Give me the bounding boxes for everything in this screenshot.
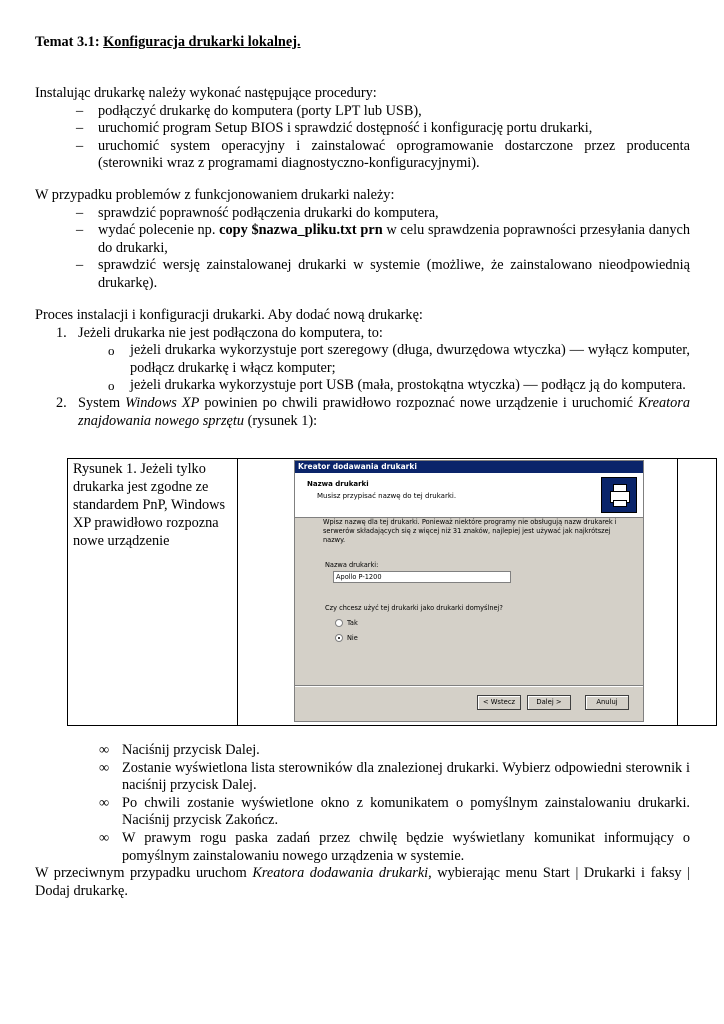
step-emph: Kreatora znajdowania nowego sprzętu <box>78 394 690 429</box>
dialog-header <box>295 473 643 518</box>
dialog-header-subtitle: Musisz przypisać nazwę do tej drukarki. <box>317 492 457 500</box>
cancel-button[interactable]: Anuluj <box>585 695 629 710</box>
after-section <box>35 742 690 900</box>
title-prefix: Temat 3.1: <box>35 34 104 50</box>
install-intro: Instalując drukarkę należy wykonać następujące procedury: <box>35 85 377 101</box>
final-paragraph <box>35 865 690 900</box>
back-button[interactable]: < Wstecz <box>477 695 521 710</box>
list-item: ∞ Naciśnij przycisk Dalej. <box>35 742 690 760</box>
install-section <box>35 85 690 173</box>
printer-wizard-dialog <box>294 460 644 722</box>
radio-no-label: Nie <box>347 634 358 642</box>
problems-intro: W przypadku problemów z funkcjonowaniem drukarki należy: <box>35 187 395 203</box>
step-item <box>35 395 690 430</box>
document-title <box>35 34 301 52</box>
list-item: – sprawdzić poprawność podłączenia drukarki do komputera, <box>35 205 690 223</box>
step-item <box>35 325 690 395</box>
command-text: copy $nazwa_pliku.txt prn <box>219 222 383 239</box>
figure-empty-cell <box>678 459 717 726</box>
problems-section <box>35 187 690 293</box>
radio-yes[interactable] <box>335 619 343 627</box>
final-text: , wybierając menu Start | Drukarki i faksy | Dodaj drukarkę. <box>35 865 690 899</box>
default-printer-question: Czy chcesz użyć tej drukarki jako drukarki domyślnej? <box>325 604 503 612</box>
step-number: 1. <box>56 324 67 341</box>
sub-item: o jeżeli drukarka wykorzystuje port USB (mała, prostokątna wtyczka) — podłącz ją do komputera. <box>78 377 690 395</box>
list-item: – uruchomić program Setup BIOS i sprawdzić dostępność i konfigurację portu drukarki, <box>35 120 690 138</box>
step-text: System <box>78 394 126 411</box>
step-text: (rysunek 1): <box>244 412 318 429</box>
dialog-header-title: Nazwa drukarki <box>307 480 369 488</box>
dialog-separator <box>295 685 643 687</box>
figure-caption: Rysunek 1. Jeżeli tylko drukarka jest zgodne ze standardem PnP, Windows XP prawidłowo rozpozna nowe urządzenie <box>68 459 238 726</box>
step-text: Jeżeli drukarka nie jest podłączona do komputera, to: <box>78 324 383 341</box>
list-item <box>35 222 690 257</box>
dialog-description: Wpisz nazwę dla tej drukarki. Ponieważ niektóre programy nie obsługują nazw drukarek i serwerów składających się z więcej niż 31 znaków, najlepiej jest używać jak najkrótszej nazwy. <box>323 518 617 544</box>
command-pre: wydać polecenie np. <box>98 222 220 239</box>
printer-icon <box>601 477 637 513</box>
radio-no[interactable] <box>335 634 343 642</box>
final-text: W przeciwnym przypadku uruchom <box>35 865 253 882</box>
list-item: – uruchomić system operacyjny i zainstalować oprogramowanie dostarczone przez producenta (sterowniki wraz z programami diagnostyczno-konfiguracyjnymi). <box>35 138 690 173</box>
step-emph: Windows XP <box>125 394 200 411</box>
list-item: ∞ Zostanie wyświetlona lista sterowników dla znalezionej drukarki. Wybierz odpowiedni sterownik i naciśnij przycisk Dalej. <box>35 760 690 795</box>
list-item: ∞ W prawym rogu paska zadań przez chwilę będzie wyświetlany komunikat informujący o pomyślnym zainstalowaniu nowego urządzenia w systemie. <box>35 830 690 865</box>
install-list <box>35 103 690 173</box>
list-item: ∞ Po chwili zostanie wyświetlone okno z komunikatem o pomyślnym zainstalowaniu drukarki. Naciśnij przycisk Zakończ. <box>35 795 690 830</box>
list-item: – sprawdzić wersję zainstalowanej drukarki w systemie (możliwe, że zainstalowano nieodpowiednią drukarkę). <box>35 257 690 292</box>
after-list <box>35 742 690 865</box>
final-emph: Kreatora dodawania drukarki <box>252 865 429 882</box>
problems-list <box>35 205 690 293</box>
figure-table <box>67 458 717 726</box>
sub-list <box>78 342 690 395</box>
title-main: Konfiguracja drukarki lokalnej. <box>103 34 301 50</box>
process-section <box>35 307 690 430</box>
printer-name-input[interactable]: Apollo P-1200 <box>333 571 511 583</box>
process-steps <box>35 325 690 431</box>
figure-image-cell <box>238 459 678 726</box>
list-item: – podłączyć drukarkę do komputera (porty LPT lub USB), <box>35 103 690 121</box>
dialog-title: Kreator dodawania drukarki <box>295 461 643 473</box>
sub-item: o jeżeli drukarka wykorzystuje port szeregowy (długa, dwurzędowa wtyczka) — wyłącz komputer, podłącz drukarkę i włącz komputer; <box>78 342 690 377</box>
printer-name-label: Nazwa drukarki: <box>325 561 379 569</box>
radio-yes-label: Tak <box>347 619 358 627</box>
step-text: powinien po chwili prawidłowo rozpoznać nowe urządzenie i uruchomić <box>199 394 639 411</box>
command-post: w celu sprawdzenia poprawności przesyłania danych do drukarki, <box>98 222 691 256</box>
next-button[interactable]: Dalej > <box>527 695 571 710</box>
step-number: 2. <box>56 394 67 411</box>
process-intro: Proces instalacji i konfiguracji drukarki. Aby dodać nową drukarkę: <box>35 307 423 323</box>
